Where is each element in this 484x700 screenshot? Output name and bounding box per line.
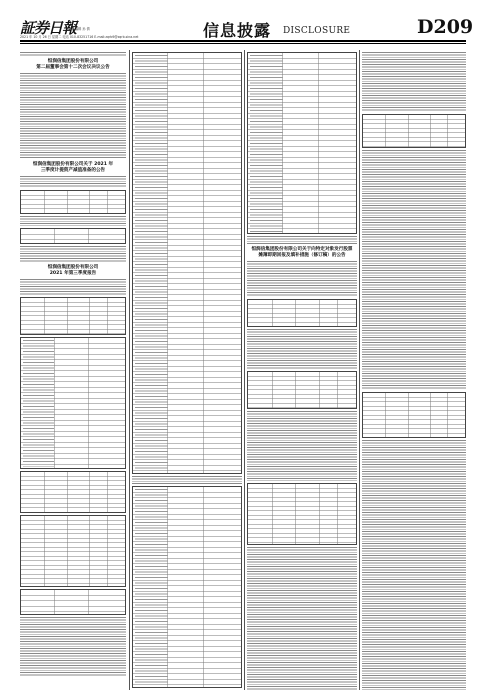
- data-table: [20, 297, 126, 335]
- notice-title: 恒润信集团股份有限公司 第二届董事会第十二次会议决议公告: [36, 59, 110, 70]
- masthead: [0, 0, 484, 44]
- section-title: 信息披露: [203, 21, 272, 40]
- notice-title: 恒润信集团股份有限公司关于 2021 年 三季度计提资产减值准备的公告: [32, 162, 114, 173]
- notice-body: [247, 411, 357, 481]
- data-table: [20, 337, 126, 469]
- data-table: [20, 228, 126, 244]
- data-table: [20, 190, 126, 214]
- data-table: [247, 483, 357, 545]
- financial-table: [132, 486, 242, 688]
- data-table: [362, 392, 466, 438]
- data-table: [20, 589, 126, 615]
- notice-title: 恒润信集团股份有限公司 2021 年第三季度报告: [47, 265, 99, 276]
- table-note: [132, 476, 242, 484]
- data-table: [247, 299, 357, 327]
- masthead-rule: [20, 40, 466, 42]
- notice-body: [20, 279, 126, 295]
- notice-header-text: [20, 52, 126, 56]
- column-divider: [129, 50, 130, 690]
- page-number: D209: [417, 16, 474, 38]
- column-4: [362, 50, 466, 690]
- masthead-rule-thin: [20, 43, 466, 44]
- notice-body: [247, 329, 357, 369]
- notice-body: [247, 547, 357, 690]
- data-table: [247, 371, 357, 409]
- column-2: [132, 50, 242, 690]
- notice-body: [20, 617, 126, 677]
- notice-body: [362, 52, 466, 112]
- section-subtitle: DISCLOSURE: [283, 26, 351, 36]
- data-table: [362, 114, 466, 148]
- column-divider: [359, 50, 360, 690]
- notice-body: [20, 73, 126, 159]
- column-3: [247, 50, 357, 690]
- financial-table: [247, 52, 357, 234]
- financial-table: [132, 52, 242, 474]
- date-contact-line: 2021 年 10 月 26 日 星期二 电话 010-83251716 E-mail:zqrb9@zqrb.sina.net: [20, 35, 139, 39]
- editor-line: 编辑 孙 倩: [75, 27, 90, 31]
- data-table: [20, 471, 126, 513]
- notice-body: [247, 261, 357, 297]
- notice-body: [362, 440, 466, 690]
- notice-body: [20, 176, 126, 188]
- newspaper-logo: 証券日報: [20, 19, 77, 37]
- column-divider: [244, 50, 245, 690]
- data-table: [20, 515, 126, 587]
- notice-body: [20, 216, 126, 226]
- table-note: [247, 236, 357, 244]
- column-1: [20, 50, 126, 690]
- notice-body: [20, 246, 126, 262]
- notice-body: [362, 150, 466, 390]
- notice-title: 恒润信集团股份有限公司关于向特定对象发行股票 摊薄即期回报及填补措施（修订稿）的公告: [251, 247, 353, 258]
